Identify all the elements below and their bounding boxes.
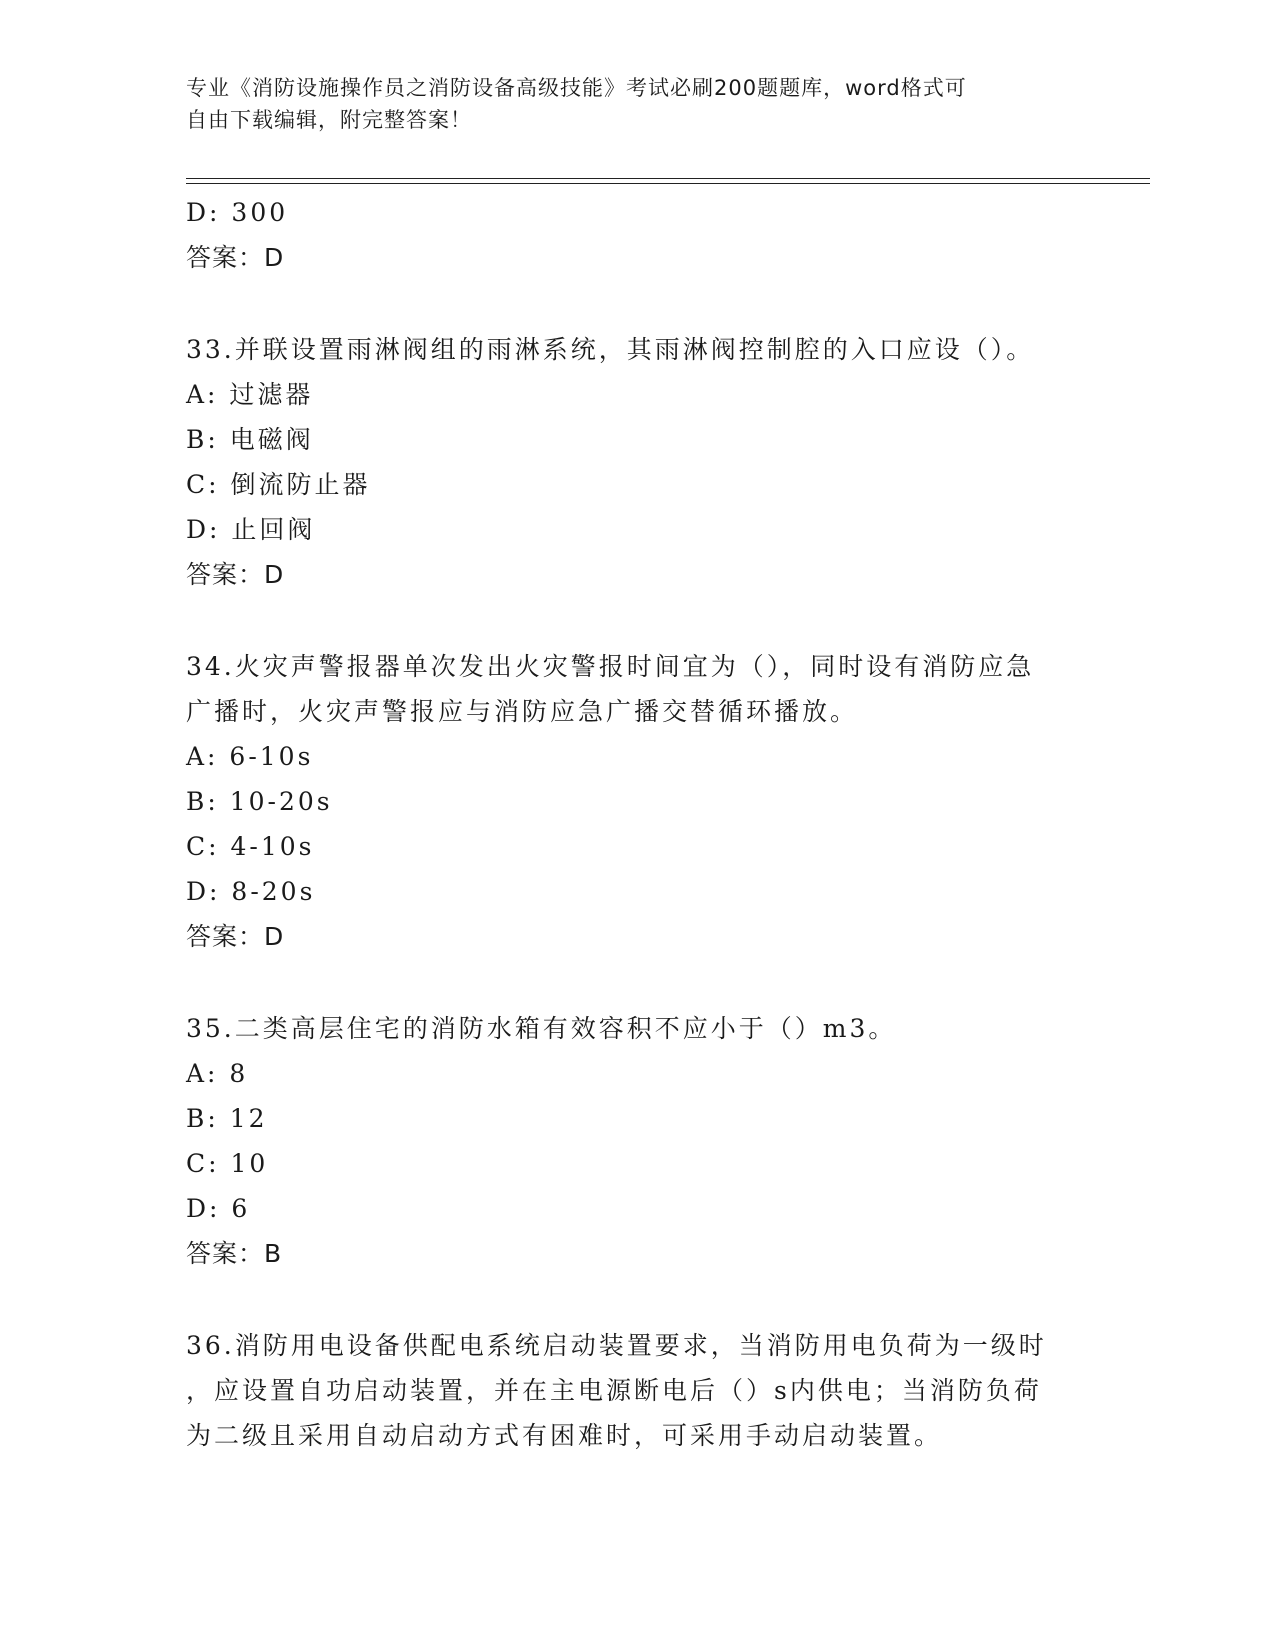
answer: 答案：D: [186, 560, 285, 589]
question-36: [186, 1323, 1086, 1458]
header-divider-top: [186, 178, 1150, 179]
option-c: C: 倒流防止器: [186, 470, 371, 499]
option-c: C: 4-10s: [186, 832, 315, 861]
question-stem: 33.并联设置雨淋阀组的雨淋系统，其雨淋阀控制腔的入口应设（）。: [186, 335, 1035, 364]
option-b: B: 12: [186, 1104, 268, 1133]
option-d: D: 300: [186, 198, 289, 227]
question-35: [186, 1006, 1086, 1276]
question-stem-line-3: 为二级且采用自动启动方式有困难时，可采用手动启动装置。: [186, 1421, 943, 1450]
question-stem-line-2: 广播时，火灾声警报应与消防应急广播交替循环播放。: [186, 697, 859, 726]
question-33: [186, 327, 1086, 597]
question-stem-line-1: 34.火灾声警报器单次发出火灾警报时间宜为（），同时设有消防应急: [186, 652, 1035, 681]
option-a: A: 8: [186, 1059, 249, 1088]
question-32-tail: [186, 190, 1086, 280]
question-stem-line-1: 36.消防用电设备供配电系统启动装置要求，当消防用电负荷为一级时: [186, 1331, 1047, 1360]
option-c: C: 10: [186, 1149, 269, 1178]
header-divider-bottom: [186, 183, 1150, 184]
option-b: B: 电磁阀: [186, 425, 314, 454]
header-line-1: 专业《消防设施操作员之消防设备高级技能》考试必刷200题题库，word格式可: [186, 76, 967, 100]
option-a: A: 6-10s: [186, 742, 314, 771]
option-b: B: 10-20s: [186, 787, 333, 816]
answer: 答案：D: [186, 922, 285, 951]
question-stem: 35.二类高层住宅的消防水箱有效容积不应小于（）m3。: [186, 1014, 897, 1043]
answer: 答案：B: [186, 1239, 283, 1268]
answer: 答案：D: [186, 243, 285, 272]
header-line-2: 自由下载编辑，附完整答案！: [186, 108, 472, 132]
option-a: A: 过滤器: [186, 380, 314, 409]
question-list: [186, 190, 1086, 1458]
document-header: [186, 72, 1086, 136]
question-34: [186, 644, 1086, 959]
option-d: D: 8-20s: [186, 877, 316, 906]
option-d: D: 6: [186, 1194, 251, 1223]
question-stem-line-2: ，应设置自功启动装置，并在主电源断电后（）s内供电；当消防负荷: [186, 1376, 1042, 1405]
option-d: D: 止回阀: [186, 515, 316, 544]
